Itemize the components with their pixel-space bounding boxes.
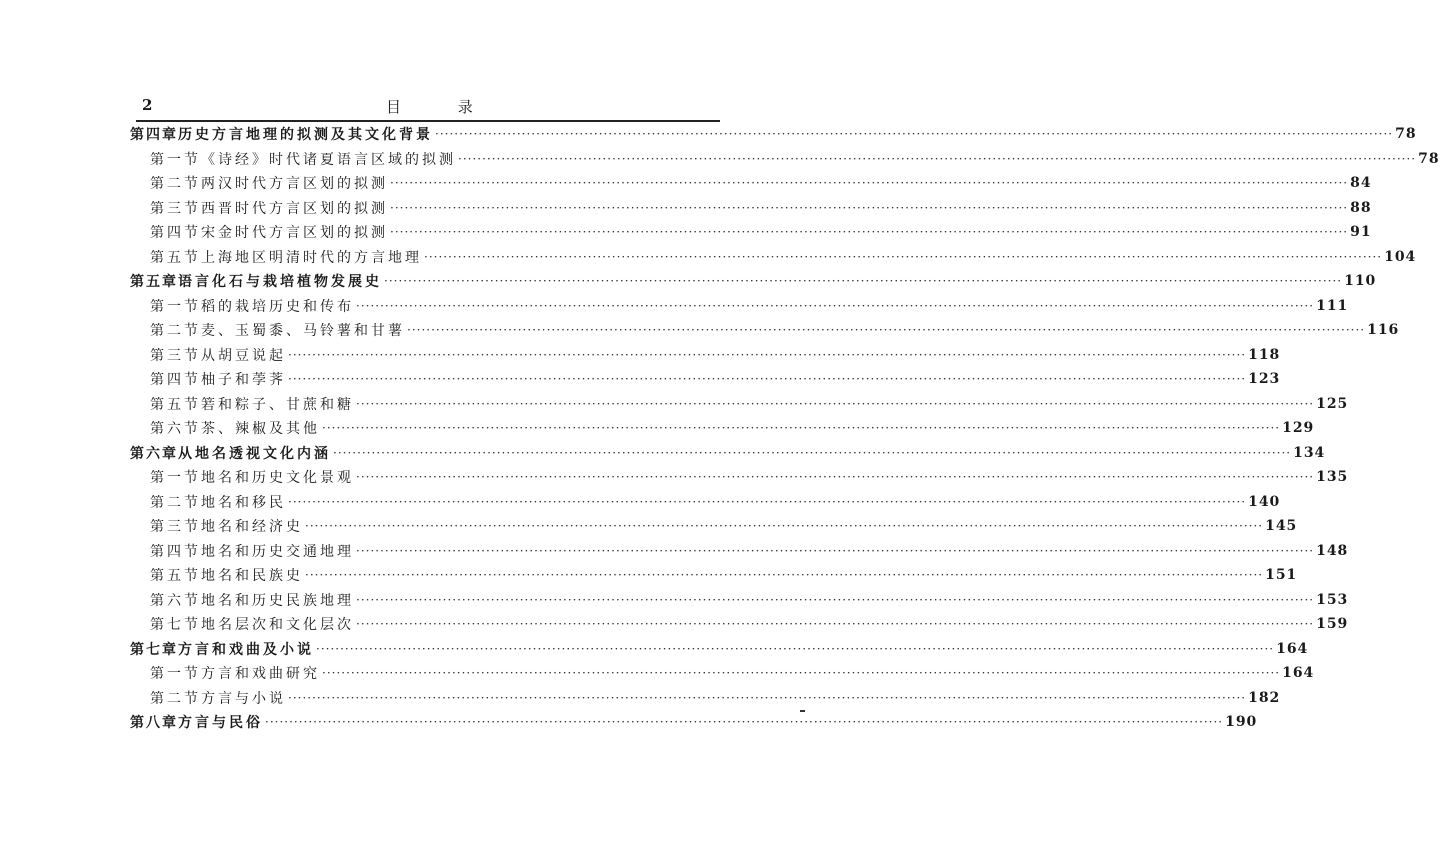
toc-entry-number: 第四章 [130, 127, 178, 143]
toc-entry-page: 135 [1316, 469, 1349, 485]
toc-entry-page: 164 [1282, 665, 1315, 681]
toc-entry-number: 第八章 [130, 715, 178, 731]
toc-leader-dots: ······································································································································································································· [356, 298, 1315, 313]
toc-entry-number: 第二节 [150, 323, 201, 339]
toc-leader-dots: ······································································································································································································· [305, 568, 1264, 582]
toc-section-row [150, 539, 1349, 563]
toc-leader-dots: ······································································································································································································· [288, 372, 1247, 386]
toc-leader-dots: ······································································································································································································· [384, 274, 1343, 288]
toc-entry-title: 从地名透视文化内涵 [178, 445, 331, 462]
toc-section-row [150, 220, 1372, 244]
toc-entry-title: 方言和戏曲及小说 [178, 641, 314, 658]
toc-entry-page: 129 [1282, 420, 1315, 436]
toc-entry-page: 125 [1316, 395, 1349, 412]
toc-entry-number: 第五节 [150, 249, 201, 266]
toc-entry-number: 第四节 [150, 225, 201, 241]
toc-entry-number: 第二节 [150, 176, 201, 192]
toc-entry-number: 第一节 [150, 151, 201, 168]
toc-entry-title: 方言与小说 [201, 690, 286, 707]
toc-section-row [150, 147, 1440, 171]
toc-leader-dots: ······································································································································································································· [390, 225, 1349, 239]
toc-entry-number: 第三节 [150, 347, 201, 364]
toc-entry-number: 第四节 [150, 543, 201, 560]
toc-leader-dots: ······································································································································································································· [390, 176, 1349, 190]
toc-entry-page: 84 [1350, 175, 1372, 191]
toc-leader-dots: ······································································································································································································· [356, 617, 1315, 631]
toc-leader-dots: ······································································································································································································· [322, 421, 1281, 435]
toc-entry-number: 第六章 [130, 445, 178, 462]
toc-entry-number: 第一节 [150, 470, 201, 486]
toc-entry-page: 118 [1248, 346, 1281, 363]
toc-entry-number: 第六节 [150, 421, 201, 437]
toc-leader-dots: ······································································································································································································· [288, 494, 1247, 509]
toc-entry-page: 104 [1384, 248, 1417, 265]
toc-entry-number: 第五节 [150, 568, 201, 584]
toc-entry-title: 语言化石与栽培植物发展史 [178, 274, 382, 290]
toc-entry-title: 茶、辣椒及其他 [201, 421, 320, 437]
toc-entry-title: 方言和戏曲研究 [201, 666, 320, 682]
toc-entry-title: 柚子和荸荠 [201, 372, 286, 388]
toc-entry-page: 151 [1265, 567, 1298, 583]
toc-leader-dots: ······································································································································································································· [424, 249, 1383, 264]
toc-section-row [150, 294, 1349, 318]
toc-entry-title: 地名和经济史 [201, 519, 303, 535]
toc-entry-number: 第四节 [150, 372, 201, 388]
toc-entry-title: 两汉时代方言区划的拟测 [201, 176, 388, 192]
toc-leader-dots: ······································································································································································································· [458, 151, 1417, 166]
toc-entry-page: 91 [1350, 224, 1372, 240]
toc-leader-dots: ······································································································································································································· [356, 543, 1315, 558]
toc-entry-number: 第二节 [150, 690, 201, 707]
toc-section-row [150, 588, 1349, 612]
toc-chapter-row [130, 637, 1309, 661]
toc-entry-page: 164 [1276, 640, 1309, 657]
toc-entry-title: 地名层次和文化层次 [201, 617, 354, 633]
toc-entry-title: 箬和粽子、甘蔗和糖 [201, 396, 354, 413]
toc-entry-title: 麦、玉蜀黍、马铃薯和甘薯 [201, 323, 405, 339]
toc-entry-title: 《诗经》时代诸夏语言区域的拟测 [201, 151, 456, 168]
toc-entry-page: 111 [1316, 297, 1349, 314]
scan-speck [800, 710, 805, 712]
toc-leader-dots: ······································································································································································································· [305, 519, 1264, 533]
toc-entry-number: 第一节 [150, 298, 201, 315]
toc-section-row [150, 367, 1281, 391]
toc-section-row [150, 416, 1315, 440]
toc-entry-page: 78 [1418, 150, 1440, 167]
toc-section-row [150, 343, 1281, 367]
toc-entry-number: 第一节 [150, 666, 201, 682]
toc-entry-number: 第三节 [150, 200, 201, 217]
toc-section-row [150, 661, 1315, 685]
toc-entry-number: 第六节 [150, 592, 201, 609]
page-title: 目 录 [386, 98, 499, 116]
toc-entry-title: 从胡豆说起 [201, 347, 286, 364]
toc-leader-dots: ······································································································································································································· [333, 445, 1292, 460]
toc-entry-title: 西晋时代方言区划的拟测 [201, 200, 388, 217]
toc-leader-dots: ······································································································································································································· [356, 470, 1315, 484]
toc-leader-dots: ······································································································································································································· [390, 200, 1349, 215]
toc-entry-title: 宋金时代方言区划的拟测 [201, 225, 388, 241]
toc-section-row [150, 245, 1417, 269]
toc-entry-number: 第五节 [150, 396, 201, 413]
toc-entry-title: 稻的栽培历史和传布 [201, 298, 354, 315]
toc-entry-title: 地名和历史民族地理 [201, 592, 354, 609]
toc-chapter-row [130, 710, 1258, 734]
toc-entry-page: 88 [1350, 199, 1372, 216]
toc-leader-dots: ······································································································································································································· [322, 666, 1281, 680]
toc-entry-title: 方言与民俗 [178, 715, 263, 731]
toc-leader-dots: ······································································································································································································· [435, 127, 1394, 141]
toc-entry-title: 地名和移民 [201, 494, 286, 511]
toc-leader-dots: ······································································································································································································· [288, 347, 1247, 362]
toc-entry-page: 78 [1395, 126, 1417, 142]
toc-entry-page: 134 [1293, 444, 1326, 461]
toc-section-row [150, 563, 1298, 587]
toc-section-row [150, 612, 1349, 636]
toc-section-row [150, 171, 1372, 195]
toc-entry-title: 地名和历史文化景观 [201, 470, 354, 486]
toc-leader-dots: ······································································································································································································· [407, 323, 1366, 337]
toc-entry-page: 190 [1225, 714, 1258, 730]
toc-entry-number: 第七节 [150, 617, 201, 633]
toc-entry-page: 110 [1344, 273, 1377, 289]
toc-entry-page: 148 [1316, 542, 1349, 559]
toc-section-row [150, 686, 1281, 710]
toc-entry-title: 地名和民族史 [201, 568, 303, 584]
toc-section-row [150, 196, 1372, 220]
toc-leader-dots: ······································································································································································································· [288, 690, 1247, 705]
toc-leader-dots: ······································································································································································································· [356, 396, 1315, 411]
toc-entry-number: 第二节 [150, 494, 201, 511]
toc-leader-dots: ······································································································································································································· [265, 715, 1224, 729]
toc-entry-page: 159 [1316, 616, 1349, 632]
toc-section-row [150, 514, 1298, 538]
toc-entry-page: 140 [1248, 493, 1281, 510]
toc-entry-page: 116 [1367, 322, 1400, 338]
toc-leader-dots: ······································································································································································································· [356, 592, 1315, 607]
page-number: 2 [142, 96, 153, 114]
toc-entry-page: 123 [1248, 371, 1281, 387]
toc-section-row [150, 318, 1400, 342]
toc-entry-title: 历史方言地理的拟测及其文化背景 [178, 127, 433, 143]
toc-section-row [150, 392, 1349, 416]
toc-entry-title: 地名和历史交通地理 [201, 543, 354, 560]
toc-chapter-row [130, 122, 1417, 146]
toc-entry-page: 182 [1248, 689, 1281, 706]
toc-entry-page: 145 [1265, 518, 1298, 534]
toc-entry-number: 第七章 [130, 641, 178, 658]
toc-section-row [150, 465, 1349, 489]
toc-chapter-row [130, 269, 1377, 293]
toc-entry-number: 第三节 [150, 519, 201, 535]
toc-leader-dots: ······································································································································································································· [316, 641, 1275, 656]
toc-entry-page: 153 [1316, 591, 1349, 608]
toc-entry-title: 上海地区明清时代的方言地理 [201, 249, 422, 266]
page-header [136, 96, 720, 118]
toc-chapter-row [130, 441, 1326, 465]
toc-section-row [150, 490, 1281, 514]
toc-entry-number: 第五章 [130, 274, 178, 290]
